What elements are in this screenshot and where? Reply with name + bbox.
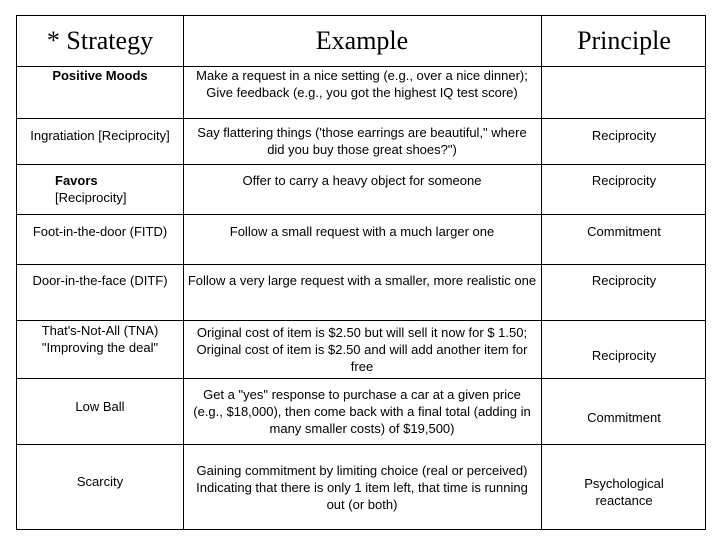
principle-favors: Reciprocity [591, 172, 657, 188]
strategy-favors-principle-note: [Reciprocity] [55, 190, 127, 205]
principle-tna: Reciprocity [591, 347, 657, 363]
example-fitd: Follow a small request with a much larger one [229, 223, 495, 239]
strategy-table [16, 15, 706, 530]
strategy-positive-moods: Positive Moods [52, 68, 148, 83]
example-ingratiation: Say flattering things ('those earrings are beautiful," where did you buy those great shoes?") [197, 125, 527, 157]
principle-low-ball: Commitment [587, 409, 661, 425]
principle-fitd: Commitment [587, 223, 661, 239]
example-positive-moods: Make a request in a nice setting (e.g., over a nice dinner); Give feedback (e.g., you got the highest IQ test score) [196, 68, 528, 100]
example-tna: Original cost of item is $2.50 but will sell it now for $ 1.50; Original cost of item is $2.50 and will add another item for free [196, 324, 528, 374]
example-favors: Offer to carry a heavy object for someone [242, 172, 482, 188]
example-low-ball: Get a "yes" response to purchase a car at a given price (e.g., $18,000), then come back with a final total (adding in many smaller costs) of $19,500) [193, 386, 531, 436]
strategy-tna: That's-Not-All (TNA) "Improving the deal" [41, 323, 159, 355]
principle-ingratiation: Reciprocity [591, 127, 657, 143]
principle-scarcity: Psychological reactance [584, 476, 664, 508]
strategy-low-ball: Low Ball [75, 398, 125, 414]
strategy-favors-title: Favors [55, 173, 98, 188]
principle-ditf: Reciprocity [591, 273, 657, 288]
strategy-fitd: Foot-in-the-door (FITD) [32, 223, 168, 239]
principle-positive-moods [541, 66, 707, 118]
header-example: Example [315, 26, 409, 55]
strategy-favors [17, 164, 183, 214]
strategy-ingratiation: Ingratiation [Reciprocity] [30, 127, 170, 143]
strategy-scarcity: Scarcity [76, 473, 124, 489]
strategy-ditf: Door-in-the-face (DITF) [32, 273, 168, 288]
header-strategy: * Strategy [46, 26, 154, 55]
example-ditf: Follow a very large request with a smaller, more realistic one [187, 273, 537, 288]
example-scarcity: Gaining commitment by limiting choice (real or perceived) Indicating that there is only 1 item left, that time is running out (or both) [196, 462, 528, 512]
header-principle: Principle [577, 26, 671, 55]
